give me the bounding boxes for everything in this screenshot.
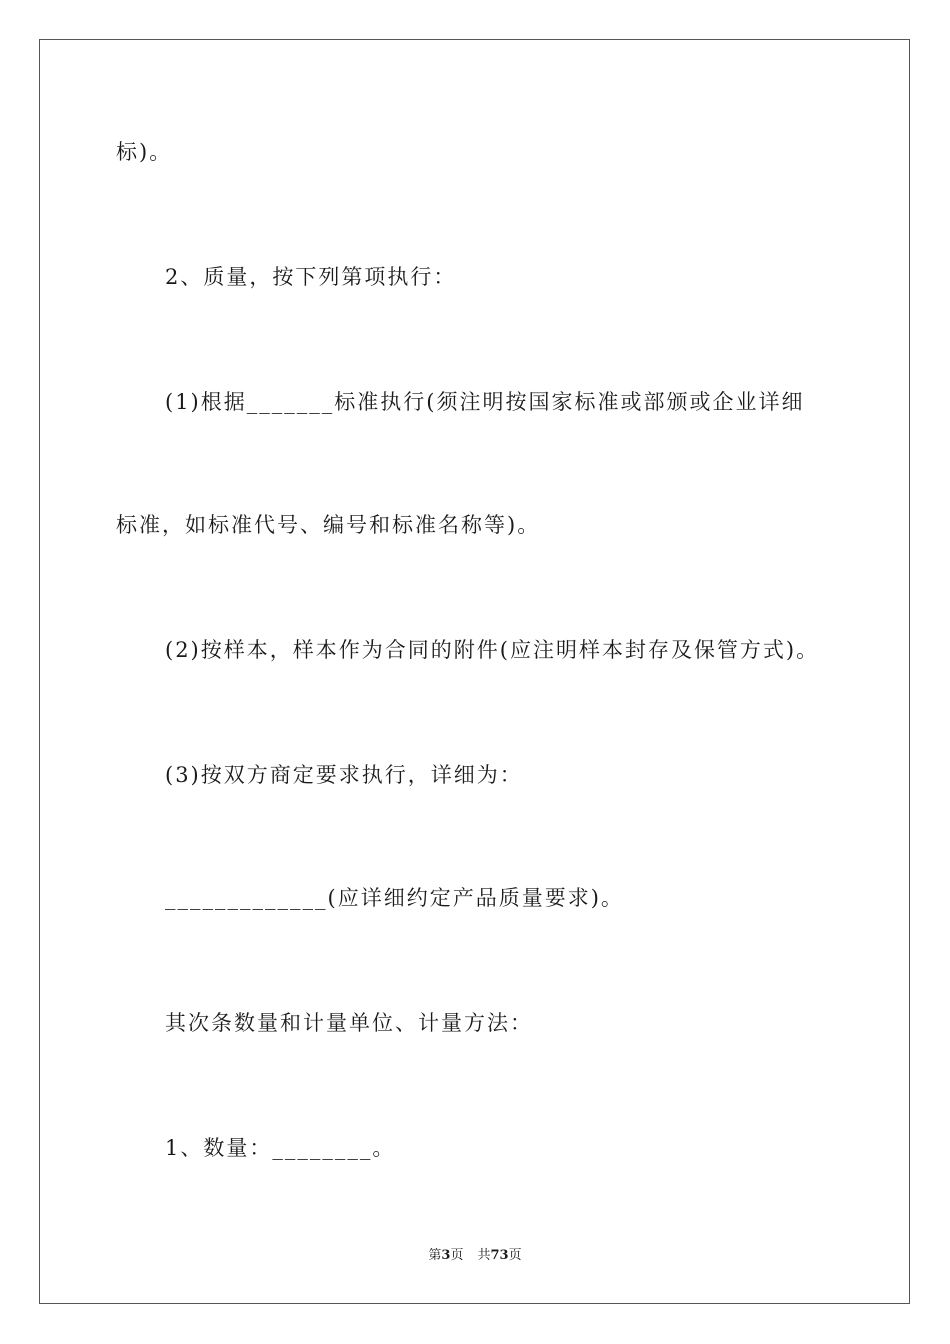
text-line-6: (3)按双方商定要求执行，详细为：	[165, 763, 523, 787]
text-line-2: 2、质量，按下列第项执行：	[165, 265, 457, 289]
text-line-7: _____________(应详细约定产品质量要求)。	[165, 886, 624, 910]
footer-page-suffix: 页	[450, 1248, 464, 1263]
text-line-4: 标准，如标准代号、编号和标准名称等)。	[116, 513, 541, 537]
text-line-8: 其次条数量和计量单位、计量方法：	[165, 1011, 533, 1035]
text-line-1: 标)。	[116, 140, 173, 164]
footer-total-suffix: 页	[508, 1248, 522, 1263]
text-line-5: (2)按样本，样本作为合同的附件(应注明样本封存及保管方式)。	[165, 638, 820, 662]
page-footer	[0, 1248, 950, 1264]
page-border	[39, 39, 910, 1304]
text-line-3: (1)根据_______标准执行(须注明按国家标准或部颁或企业详细	[165, 390, 805, 414]
footer-page-number: 3	[441, 1248, 451, 1263]
text-line-9: 1、数量：________。	[165, 1136, 396, 1160]
footer-page-prefix: 第	[428, 1248, 442, 1263]
footer-total-pages: 73	[490, 1248, 509, 1263]
footer-total-prefix: 共	[477, 1248, 491, 1263]
